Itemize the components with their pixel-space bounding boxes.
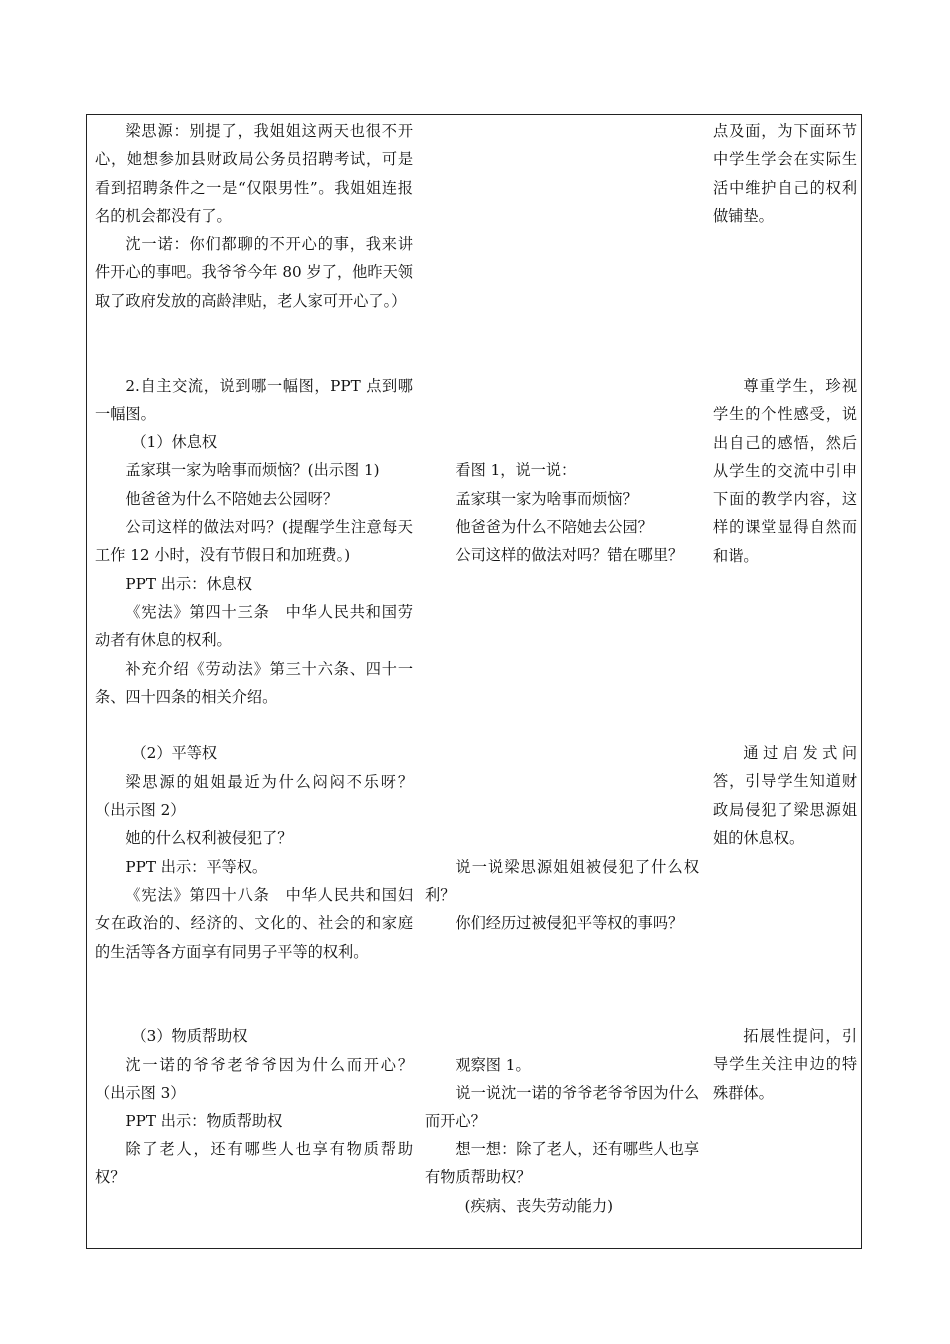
student-activity-column bbox=[425, 115, 699, 1248]
design-intent-column bbox=[713, 115, 857, 1248]
student-q-company: 公司这样的做法对吗？错在哪里？ bbox=[455, 546, 684, 564]
answer-hint: (疾病、丧失劳动能力) bbox=[464, 1197, 614, 1215]
think-others: 想一想：除了老人，还有哪些人也享有物质帮助权？ bbox=[425, 1140, 699, 1187]
student-q-meng-jiaqi: 孟家琪一家为啥事而烦恼？ bbox=[455, 490, 638, 508]
heading-equality-right: （2）平等权 bbox=[131, 744, 218, 762]
observe-image-1: 观察图 1。 bbox=[455, 1056, 531, 1074]
intent-foreshadow: 点及面，为下面环节中学生学会在实际生活中维护自己的权利做铺垫。 bbox=[713, 122, 857, 225]
intent-respect-students: 尊重学生，珍视学生的个性感受，说出自己的感悟，然后从学生的交流中引申下面的教学内容，这样的课堂显得自然而和谐。 bbox=[713, 377, 857, 565]
teacher-activity-column bbox=[95, 115, 413, 1248]
intent-heuristic-qa: 通过启发式问答，引导学生知道财政局侵犯了梁思源姐姐的休息权。 bbox=[713, 744, 857, 847]
step-2-free-exchange: 2.自主交流，说到哪一幅图，PPT 点到哪一幅图。 bbox=[95, 377, 413, 424]
dialogue-shen-yinuo: 沈一诺：你们都聊的不开心的事，我来讲件开心的事吧。我爷爷今年 80 岁了，他昨天领取了政府发放的高龄津贴，老人家可开心了。） bbox=[95, 235, 413, 310]
heading-rest-right: （1）休息权 bbox=[131, 433, 218, 451]
question-others: 除了老人，还有哪些人也享有物质帮助权？ bbox=[95, 1140, 413, 1187]
heading-material-assistance: （3）物质帮助权 bbox=[131, 1027, 248, 1045]
intent-extended-question: 拓展性提问，引导学生关注申边的特殊群体。 bbox=[713, 1027, 857, 1102]
student-q-sister-right: 说一说梁思源姐姐被侵犯了什么权利？ bbox=[425, 858, 699, 905]
student-q-father: 他爸爸为什么不陪她去公园？ bbox=[455, 518, 653, 536]
constitution-article-43: 《宪法》第四十三条 中华人民共和国劳动者有休息的权利。 bbox=[95, 603, 413, 650]
dialogue-liang-siyuan: 梁思源：别提了，我姐姐这两天也很不开心，她想参加县财政局公务员招聘考试，可是看到招聘条件之一是“仅限男性”。我姐姐连报名的机会都没有了。 bbox=[95, 122, 413, 225]
question-which-right: 她的什么权利被侵犯了？ bbox=[125, 829, 293, 847]
question-grandpa: 沈一诺的爷爷老爷爷因为什么而开心？（出示图 3） bbox=[95, 1056, 413, 1103]
student-q-experience: 你们经历过被侵犯平等权的事吗？ bbox=[455, 914, 684, 932]
question-sister: 梁思源的姐姐最近为什么闷闷不乐呀？（出示图 2） bbox=[95, 773, 413, 820]
labor-law-supplement: 补充介绍《劳动法》第三十六条、四十一条、四十四条的相关介绍。 bbox=[95, 660, 413, 707]
lesson-plan-table bbox=[86, 114, 862, 1249]
question-company: 公司这样的做法对吗？(提醒学生注意每天工作 12 小时，没有节假日和加班费。) bbox=[95, 518, 413, 565]
ppt-material-assistance: PPT 出示：物质帮助权 bbox=[125, 1112, 283, 1130]
question-father: 他爸爸为什么不陪她去公园呀？ bbox=[125, 490, 339, 508]
look-at-image-1: 看图 1，说一说： bbox=[455, 461, 577, 479]
constitution-article-48: 《宪法》第四十八条 中华人民共和国妇女在政治的、经济的、文化的、社会的和家庭的生活等各方面享有同男子平等的权利。 bbox=[95, 886, 413, 961]
ppt-equality-right: PPT 出示：平等权。 bbox=[125, 858, 268, 876]
student-q-grandpa: 说一说沈一诺的爷爷老爷爷因为什么而开心？ bbox=[425, 1084, 699, 1131]
ppt-rest-right: PPT 出示：休息权 bbox=[125, 575, 252, 593]
question-meng-jiaqi: 孟家琪一家为啥事而烦恼？(出示图 1) bbox=[125, 461, 380, 479]
